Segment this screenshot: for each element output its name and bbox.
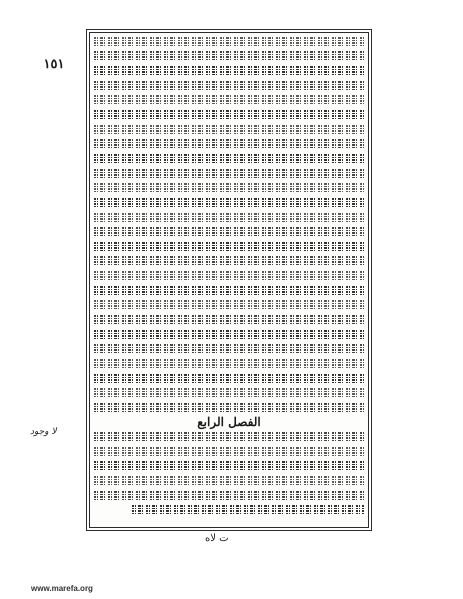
text-line	[94, 107, 364, 122]
catchword: ت لاه	[205, 533, 229, 544]
text-line	[94, 122, 364, 137]
text-line	[94, 268, 364, 283]
text-line	[94, 224, 364, 239]
text-line	[94, 78, 364, 93]
text-line	[94, 136, 364, 151]
text-line	[94, 298, 364, 313]
text-line	[94, 385, 364, 400]
text-line	[94, 400, 364, 415]
text-line	[94, 283, 364, 298]
text-line	[94, 34, 364, 49]
text-line	[94, 312, 364, 327]
text-line	[94, 166, 364, 181]
text-line	[94, 239, 364, 254]
text-line	[94, 473, 364, 488]
text-line	[94, 195, 364, 210]
text-line	[94, 151, 364, 166]
text-line	[94, 63, 364, 78]
text-line	[94, 488, 364, 503]
section-heading-line	[94, 415, 364, 430]
text-line	[94, 429, 364, 444]
text-line	[94, 254, 364, 269]
section-heading: الفصل الرابع	[197, 414, 261, 429]
text-line	[94, 341, 364, 356]
handwritten-text-lines	[94, 34, 364, 526]
text-line	[94, 93, 364, 108]
text-line	[94, 371, 364, 386]
manuscript-text-block	[86, 29, 372, 531]
text-line	[94, 503, 364, 518]
text-line	[94, 180, 364, 195]
folio-number: ١٥١	[43, 57, 65, 72]
text-line	[94, 210, 364, 225]
text-line	[94, 459, 364, 474]
text-line	[94, 444, 364, 459]
site-watermark: www.marefa.org	[31, 584, 93, 593]
text-line	[94, 356, 364, 371]
text-line	[94, 49, 364, 64]
text-line	[94, 327, 364, 342]
margin-note: لا وجود	[30, 427, 57, 437]
